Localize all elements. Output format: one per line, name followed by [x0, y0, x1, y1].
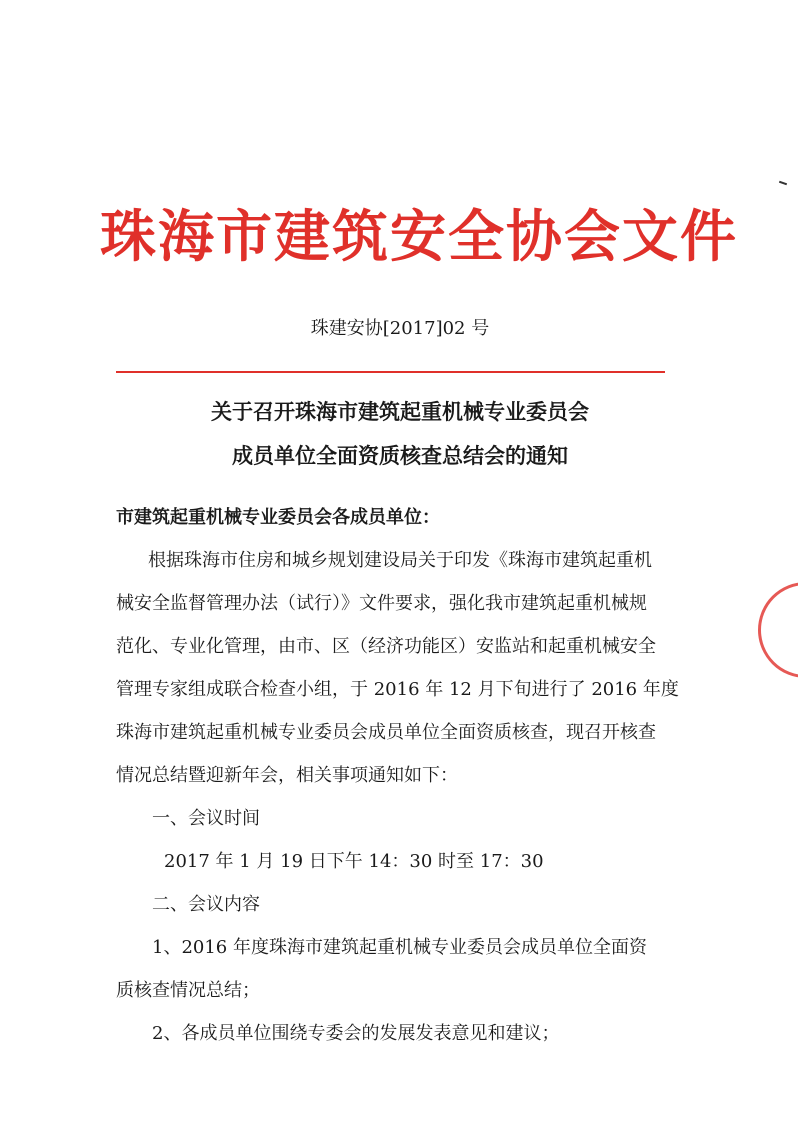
addressee: 市建筑起重机械专业委员会各成员单位： [116, 507, 440, 528]
body-line: 1、2016 年度珠海市建筑起重机械专业委员会成员单位全面资 [152, 937, 647, 958]
notice-title-line-1: 关于召开珠海市建筑起重机械专业委员会 [211, 399, 589, 424]
body-line: 械安全监督管理办法（试行）》文件要求，强化我市建筑起重机械规 [116, 593, 647, 614]
red-divider-line [116, 371, 665, 373]
body-line: 范化、专业化管理，由市、区（经济功能区）安监站和起重机械安全 [116, 636, 656, 657]
body-line: 管理专家组成联合检查小组，于 2016 年 12 月下旬进行了 2016 年度 [116, 679, 679, 700]
edge-mark [779, 181, 787, 186]
section-heading-time: 一、会议时间 [152, 808, 260, 829]
body-line: 情况总结暨迎新年会，相关事项通知如下： [116, 765, 458, 786]
org-header-title: 珠海市建筑安全协会文件 [100, 205, 738, 270]
body-line: 2、各成员单位围绕专委会的发展发表意见和建议； [152, 1023, 560, 1044]
body-line: 根据珠海市住房和城乡规划建设局关于印发《珠海市建筑起重机 [148, 550, 652, 571]
section-heading-content: 二、会议内容 [152, 894, 260, 915]
official-seal-stamp [758, 582, 798, 678]
body-line: 质核查情况总结； [116, 980, 260, 1001]
document-number: 珠建安协[2017]02 号 [310, 318, 490, 339]
body-line: 珠海市建筑起重机械专业委员会成员单位全面资质核查，现召开核查 [116, 722, 656, 743]
notice-title-line-2: 成员单位全面资质核查总结会的通知 [232, 443, 568, 468]
meeting-time: 2017 年 1 月 19 日下午 14：30 时至 17：30 [164, 851, 544, 872]
